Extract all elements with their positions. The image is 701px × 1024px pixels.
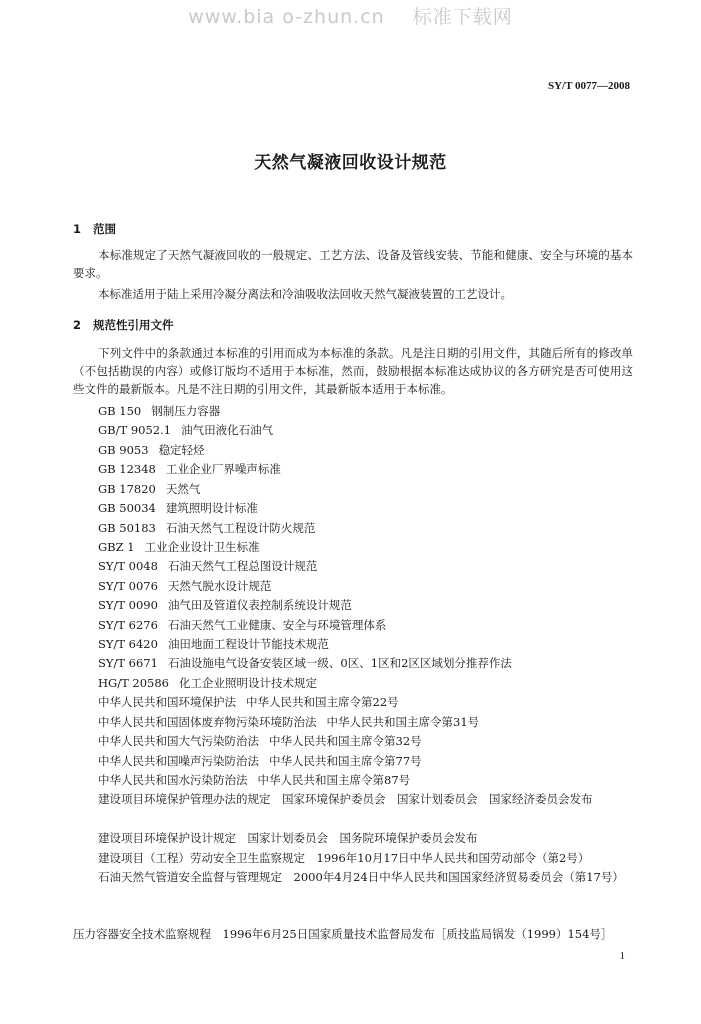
reference-item: SY/T 6276 石油天然气工业健康、安全与环境管理体系: [98, 617, 387, 632]
watermark-name: 标准下载网: [412, 6, 513, 28]
reference-item: GB 9053 稳定轻烃: [98, 442, 205, 457]
watermark: [0, 2, 701, 29]
reference-item-long: 石油天然气管道安全监督与管理规定 2000年4月24日中华人民共和国国家经济贸易委员会（第17号）: [98, 870, 624, 884]
reference-item: GB 17820 天然气: [98, 481, 201, 496]
reference-item: 中华人民共和国固体废弃物污染环境防治法 中华人民共和国主席令第31号: [98, 714, 480, 729]
section-1-number: 1: [73, 222, 82, 236]
reference-item: HG/T 20586 化工企业照明设计技术规定: [98, 675, 317, 690]
section-2-title: 规范性引用文件: [93, 318, 174, 332]
section-2-heading: [73, 317, 174, 333]
reference-item: 中华人民共和国水污染防治法 中华人民共和国主席令第87号: [98, 773, 411, 788]
reference-item: SY/T 6420 油田地面工程设计节能技术规范: [98, 637, 329, 652]
page-number: 1: [619, 950, 625, 962]
reference-item-long: 建设项目（工程）劳动安全卫生监察规定 1996年10月17日中华人民共和国劳动部令（第2号）: [98, 851, 590, 865]
document-title: 天然气凝液回收设计规范: [254, 153, 447, 173]
reference-item: SY/T 6671 石油设施电气设备安装区域一级、0区、1区和2区区域划分推荐作法: [98, 656, 512, 671]
reference-item: 中华人民共和国环境保护法 中华人民共和国主席令第22号: [98, 695, 399, 710]
section-2-intro: 下列文件中的条款通过本标准的引用而成为本标准的条款。凡是注日期的引用文件，其随后所有的修改单（不包括勘误的内容）或修订版均不适用于本标准，然而，鼓励根据本标准达成协议的各方研究是否可使用这些文件的最新版本。凡是不注日期的引用文件，其最新版本适用于本标准。: [73, 346, 633, 396]
reference-item: GB/T 9052.1 油气田液化石油气: [98, 423, 274, 438]
section-2-number: 2: [73, 318, 82, 332]
watermark-site: www.bia o-zhun.cn: [188, 6, 385, 28]
reference-item: 中华人民共和国噪声污染防治法 中华人民共和国主席令第77号: [98, 753, 422, 768]
section-1-title: 范围: [93, 222, 116, 236]
reference-item: GBZ 1 工业企业设计卫生标准: [98, 539, 260, 554]
section-1-heading: [73, 221, 116, 237]
reference-item-long: 压力容器安全技术监察规程 1996年6月25日国家质量技术监督局发布［质技监局锅发（1999）154号］: [73, 927, 613, 941]
document-code: SY/T 0077—2008: [547, 80, 630, 92]
reference-item: GB 150 钢制压力容器: [98, 404, 221, 418]
reference-item: SY/T 0048 石油天然气工程总图设计规范: [98, 559, 318, 574]
section-1-paragraph-1: 本标准规定了天然气凝液回收的一般规定、工艺方法、设备及管线安装、节能和健康、安全与环境的基本要求。: [73, 248, 633, 280]
section-1-paragraph-2: 本标准适用于陆上采用冷凝分离法和冷油吸收法回收天然气凝液装置的工艺设计。: [98, 287, 512, 301]
reference-item-long: 建设项目环境保护管理办法的规定 国家环境保护委员会 国家计划委员会 国家经济委员会发布: [98, 792, 593, 806]
reference-item: SY/T 0090 油气田及管道仪表控制系统设计规范: [98, 598, 352, 613]
reference-item: GB 50034 建筑照明设计标准: [98, 501, 258, 516]
reference-item: GB 12348 工业企业厂界噪声标准: [98, 462, 281, 477]
reference-item: 中华人民共和国大气污染防治法 中华人民共和国主席令第32号: [98, 734, 422, 749]
reference-item: SY/T 0076 天然气脱水设计规范: [98, 578, 272, 593]
reference-item: GB 50183 石油天然气工程设计防火规范: [98, 520, 316, 535]
reference-item-long: 建设项目环境保护设计规定 国家计划委员会 国务院环境保护委员会发布: [98, 831, 478, 845]
reference-list: [98, 402, 638, 790]
